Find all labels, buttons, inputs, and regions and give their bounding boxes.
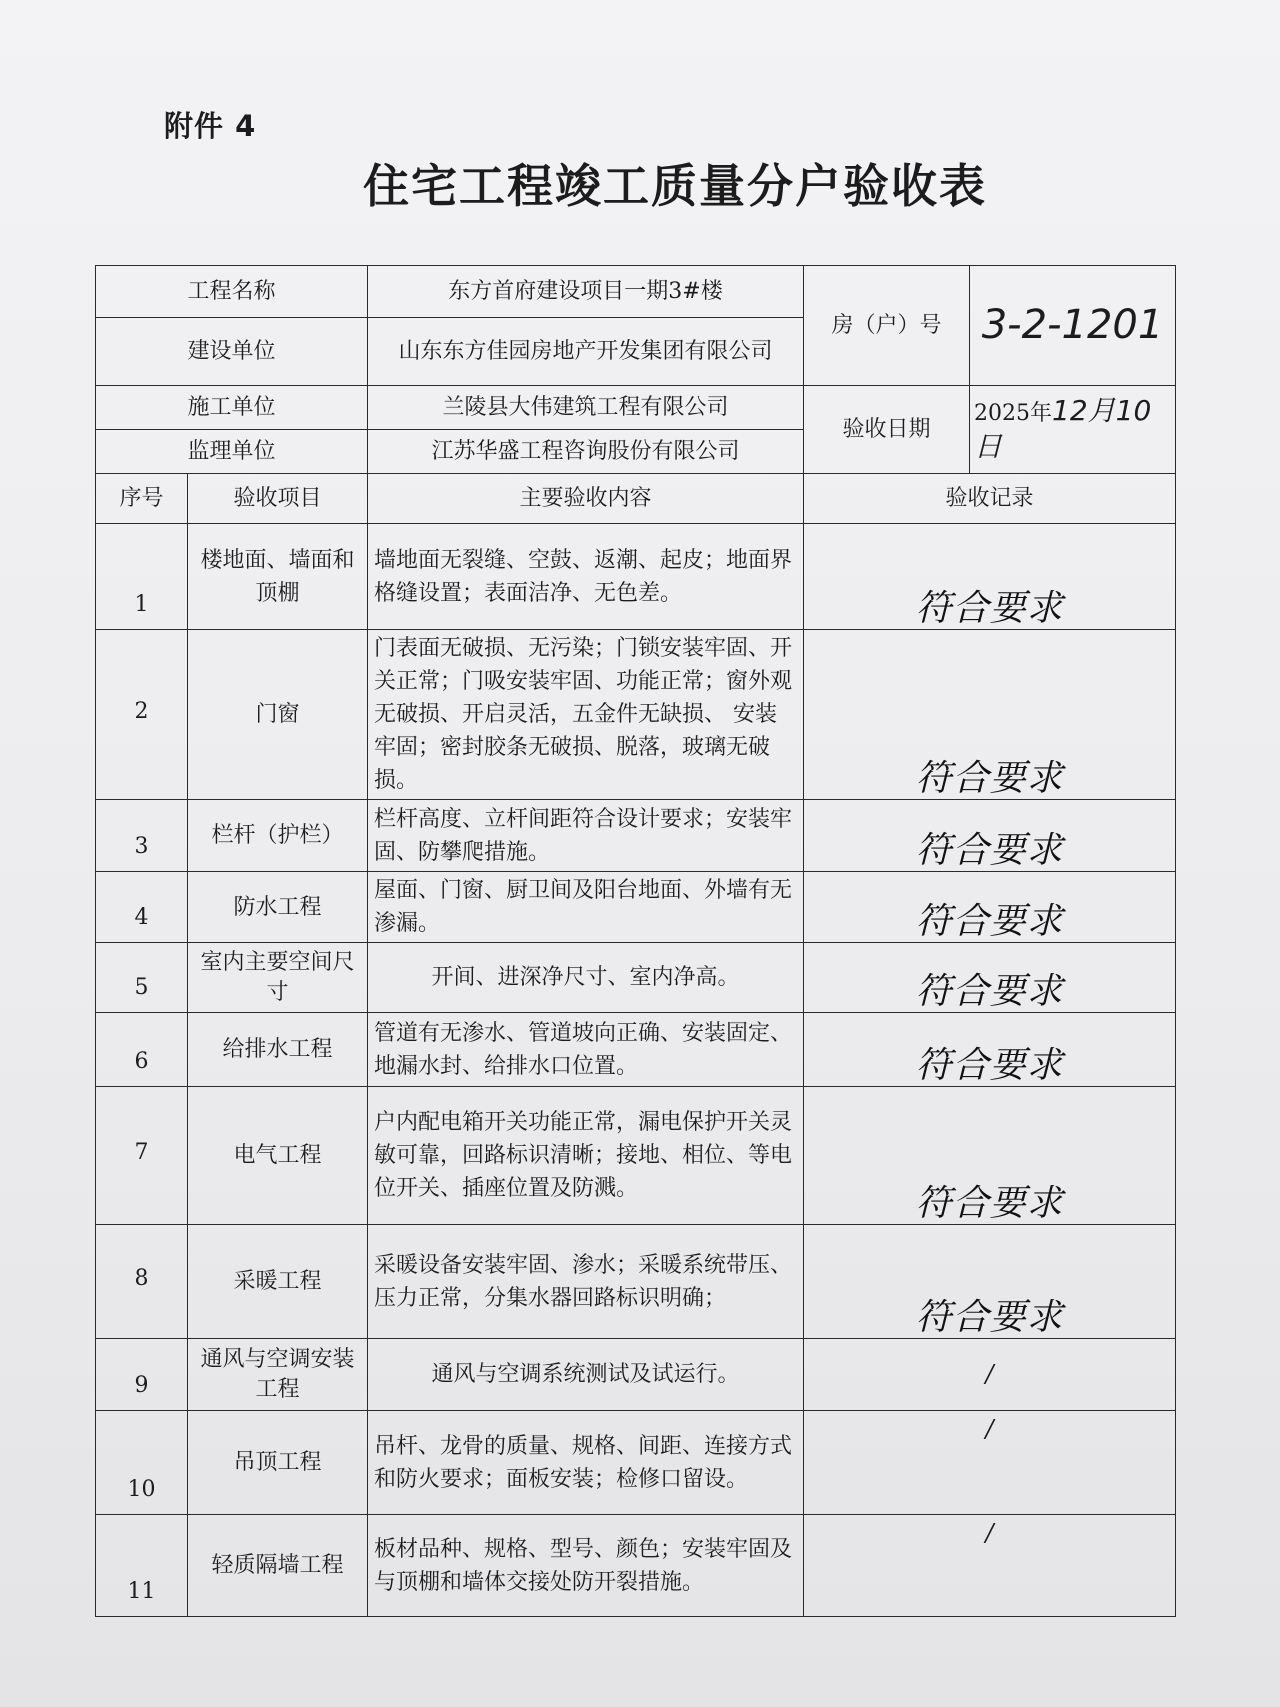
supervisor-label: 监理单位 <box>96 430 368 474</box>
row-content: 管道有无渗水、管道坡向正确、安装固定、地漏水封、给排水口位置。 <box>368 1013 804 1087</box>
row-seq: 7 <box>96 1087 188 1225</box>
row-item: 采暖工程 <box>188 1225 368 1339</box>
row-item: 轻质隔墙工程 <box>188 1515 368 1617</box>
row-item: 室内主要空间尺寸 <box>188 943 368 1013</box>
row-content: 栏杆高度、立杆间距符合设计要求；安装牢固、防攀爬措施。 <box>368 800 804 872</box>
table-row <box>96 1013 1176 1087</box>
row-record: 符合要求 <box>804 1225 1176 1339</box>
row-record: 符合要求 <box>804 800 1176 872</box>
table-row <box>96 943 1176 1013</box>
acceptance-table <box>95 265 1176 1617</box>
builder-value: 山东东方佳园房地产开发集团有限公司 <box>368 318 804 386</box>
table-row <box>96 524 1176 630</box>
row-item: 吊顶工程 <box>188 1411 368 1515</box>
row-content: 吊杆、龙骨的质量、规格、间距、连接方式和防火要求；面板安装；检修口留设。 <box>368 1411 804 1515</box>
builder-label: 建设单位 <box>96 318 368 386</box>
row-record: 符合要求 <box>804 1013 1176 1087</box>
row-content: 墙地面无裂缝、空鼓、返潮、起皮；地面界格缝设置；表面洁净、无色差。 <box>368 524 804 630</box>
table-row <box>96 1339 1176 1411</box>
row-record: 符合要求 <box>804 630 1176 800</box>
header-content: 主要验收内容 <box>368 474 804 524</box>
row-record: 符合要求 <box>804 943 1176 1013</box>
date-label: 验收日期 <box>804 386 970 474</box>
row-item: 栏杆（护栏） <box>188 800 368 872</box>
date-day: 10日 <box>974 393 1152 463</box>
row-item: 楼地面、墙面和顶棚 <box>188 524 368 630</box>
row-content: 户内配电箱开关功能正常，漏电保护开关灵敏可靠，回路标识清晰；接地、相位、等电位开关、插座位置及防溅。 <box>368 1087 804 1225</box>
row-seq: 5 <box>96 943 188 1013</box>
table-row <box>96 1515 1176 1617</box>
row-record: 符合要求 <box>804 1087 1176 1225</box>
acceptance-date <box>970 386 1176 474</box>
row-record: / <box>804 1515 1176 1617</box>
unit-label: 房（户）号 <box>804 266 970 386</box>
contractor-value: 兰陵县大伟建筑工程有限公司 <box>368 386 804 430</box>
row-seq: 11 <box>96 1515 188 1617</box>
row-item: 给排水工程 <box>188 1013 368 1087</box>
row-seq: 9 <box>96 1339 188 1411</box>
project-name-label: 工程名称 <box>96 266 368 318</box>
row-seq: 2 <box>96 630 188 800</box>
row-record: 符合要求 <box>804 872 1176 943</box>
contractor-label: 施工单位 <box>96 386 368 430</box>
row-content: 屋面、门窗、厨卫间及阳台地面、外墙有无渗漏。 <box>368 872 804 943</box>
row-seq: 6 <box>96 1013 188 1087</box>
table-row <box>96 800 1176 872</box>
project-name-value: 东方首府建设项目一期3#楼 <box>368 266 804 318</box>
row-record: / <box>804 1339 1176 1411</box>
unit-value: 3-2-1201 <box>970 266 1176 386</box>
row-seq: 8 <box>96 1225 188 1339</box>
row-item: 电气工程 <box>188 1087 368 1225</box>
header-item: 验收项目 <box>188 474 368 524</box>
header-record: 验收记录 <box>804 474 1176 524</box>
row-record: / <box>804 1411 1176 1515</box>
attachment-label: 附件 4 <box>164 109 257 143</box>
row-item: 门窗 <box>188 630 368 800</box>
header-seq: 序号 <box>96 474 188 524</box>
row-content: 门表面无破损、无污染；门锁安装牢固、开关正常；门吸安装牢固、功能正常；窗外观无破损、开启灵活，五金件无缺损、 安装牢固；密封胶条无破损、脱落，玻璃无破损。 <box>368 630 804 800</box>
row-content: 通风与空调系统测试及试运行。 <box>368 1339 804 1411</box>
table-row <box>96 1087 1176 1225</box>
table-row <box>96 1225 1176 1339</box>
row-seq: 1 <box>96 524 188 630</box>
form-title: 住宅工程竣工质量分户验收表 <box>363 159 987 213</box>
date-month: 12月 <box>1052 393 1116 427</box>
table-row <box>96 630 1176 800</box>
row-seq: 4 <box>96 872 188 943</box>
table-row <box>96 872 1176 943</box>
row-content: 板材品种、规格、型号、颜色；安装牢固及与顶棚和墙体交接处防开裂措施。 <box>368 1515 804 1617</box>
supervisor-value: 江苏华盛工程咨询股份有限公司 <box>368 430 804 474</box>
row-seq: 3 <box>96 800 188 872</box>
row-seq: 10 <box>96 1411 188 1515</box>
row-item: 通风与空调安装工程 <box>188 1339 368 1411</box>
row-record: 符合要求 <box>804 524 1176 630</box>
row-item: 防水工程 <box>188 872 368 943</box>
date-year: 2025年 <box>974 400 1053 426</box>
table-row <box>96 1411 1176 1515</box>
row-content: 开间、进深净尺寸、室内净高。 <box>368 943 804 1013</box>
row-content: 采暖设备安装牢固、渗水；采暖系统带压、压力正常，分集水器回路标识明确； <box>368 1225 804 1339</box>
